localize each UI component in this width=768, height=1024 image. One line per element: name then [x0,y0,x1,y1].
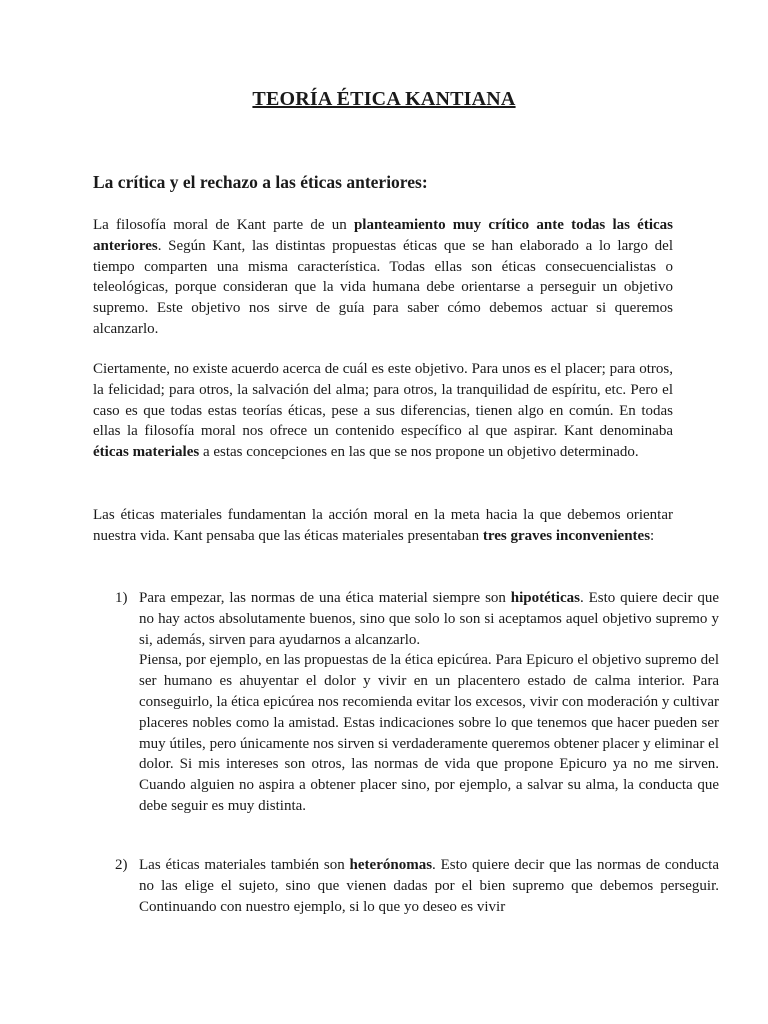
paragraph-1-text-a: La filosofía moral de Kant parte de un [93,217,354,233]
list-item-text-a: Para empezar, las normas de una ética material siempre son [139,590,511,606]
paragraph-1-bold: planteamiento muy crítico ante todas las éticas anteriores [93,217,673,254]
paragraph-1-text-c: . Según Kant, las distintas propuestas éticas que se han elaborado a lo largo del tiempo comparten una misma característica. Todas ellas son éticas consecuencialistas o teleológicas, porque consideran que la vida humana debe orientarse a perseguir un objetivo supremo. Este objetivo nos sirve de guía para saber cómo debemos actuar si queremos alcanzarlo. [93,237,673,337]
list-item [93,588,719,817]
list-item [93,855,719,917]
list-item-bold: heterónomas [349,857,433,873]
paragraph-2-text-a: Ciertamente, no existe acuerdo acerca de cuál es este objetivo. Para unos es el placer; para otros, la felicidad; para otros, la salvación del alma; para otros, la tranquilidad de espíritu, etc. Pero el caso es que todas estas teorías éticas, pese a sus diferencias, tienen algo en común. En todas ellas la filosofía moral nos ofrece un contenido específico al que aspirar. Kant denominaba [93,361,673,440]
paragraph-3-bold: tres graves inconvenientes [482,527,651,544]
list-item-text [139,588,719,650]
list-item-text-c: . Esto quiere decir que no hay actos absolutamente buenos, sino que solo lo son si aceptamos aquel objetivo supremo y si, además, sirven para ayudarnos a alcanzarlo. [139,590,720,648]
section-heading: La crítica y el rechazo a las éticas anteriores: [93,172,428,192]
list-item-continuation: Piensa, por ejemplo, en las propuestas de la ética epicúrea. Para Epicuro el objetivo supremo del ser humano es ahuyentar el dolor y vivir en un placentero estado de calma interior. Para conseguirlo, la ética epicúrea nos recomienda evitar los excesos, vivir con moderación y cultivar placeres nobles como la amistad. Estas indicaciones sobre lo que tenemos que hacer pueden ser muy útiles, pero únicamente nos sirven si verdaderamente queremos obtener placer y eliminar el dolor. Si mis intereses son otros, las normas de vida que propone Epicuro ya no me sirven. Cuando alguien no aspira a obtener placer sino, por ejemplo, a salvar su alma, la conducta que debe seguir es muy distinta. [139,652,719,814]
paragraph-2 [93,359,673,463]
paragraph-1 [93,215,673,340]
list-item-text [139,855,719,917]
paragraph-2-bold: éticas materiales [93,444,200,461]
list-item-bold: hipotéticas [510,590,580,606]
paragraph-3-text-c: : [650,527,655,544]
paragraph-2-text-c: a estas concepciones en las que se nos propone un objetivo determinado. [199,444,639,461]
list-item-number: 1) [115,590,128,606]
document-title: TEORÍA ÉTICA KANTIANA [252,88,516,110]
paragraph-3-text-a: Las éticas materiales fundamentan la acción moral en la meta hacia la que debemos orientar nuestra vida. Kant pensaba que las éticas materiales presentaban [93,507,673,544]
paragraph-3 [93,505,673,547]
list-item-text-c: . Esto quiere decir que las normas de conducta no las elige el sujeto, sino que vienen dadas por el bien supremo que debemos perseguir. Continuando con nuestro ejemplo, si lo que yo deseo es vivir [139,857,720,915]
list-item-text-a: Las éticas materiales también son [139,857,350,873]
list-item-number: 2) [115,857,128,873]
